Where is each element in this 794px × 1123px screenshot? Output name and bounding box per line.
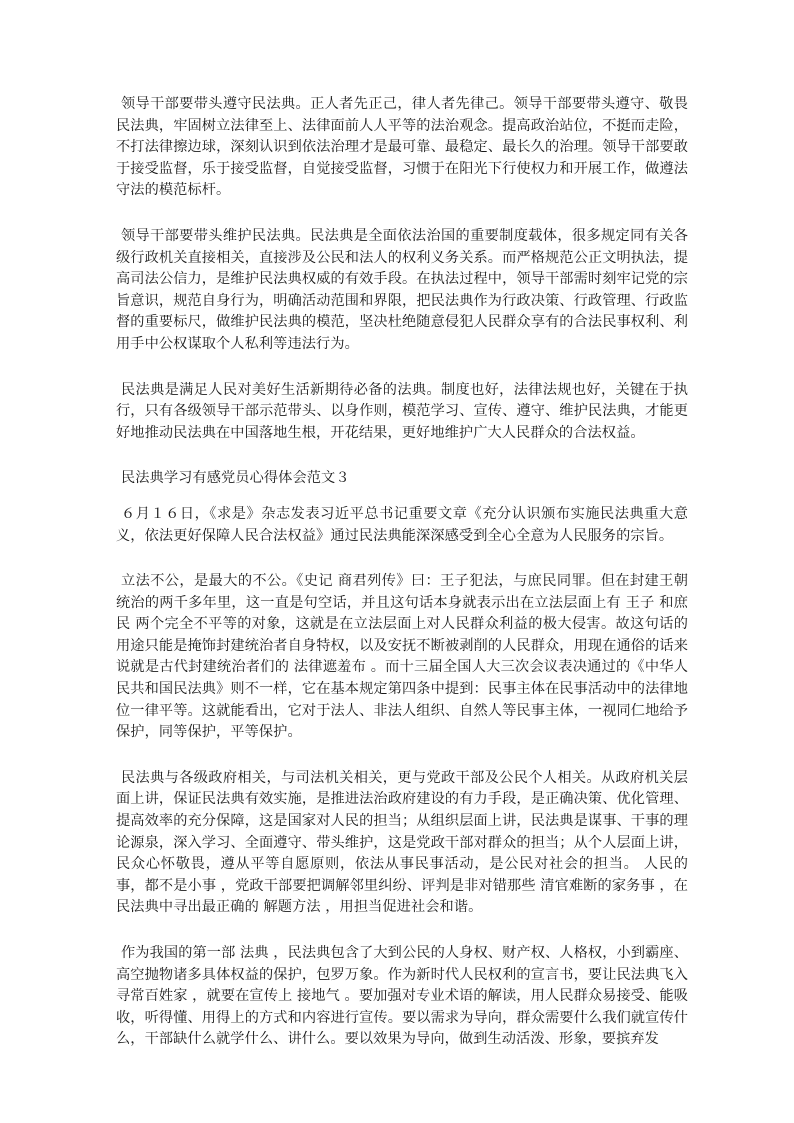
document-page bbox=[116, 94, 688, 1075]
paragraph-government-relevance: 民法典与各级政府相关，与司法机关相关，更与党政干部及公民个人相关。从政府机关层面上讲，保证民法典有效实施，是推进法治政府建设的有力手段，是正确决策、优化管理、提高效率的充分保障，这是国家对人民的担当；从组织层面上讲，民法典是谋事、干事的理论源泉，深入学习、全面遵守、带头维护，这是党政干部对群众的担当；从个人层面上讲，民众心怀敬畏，遵从平等自愿原则，依法从事民事活动，是公民对社会的担当。 人民的事，都不是小事 ，党政干部要把调解邻里纠纷、评判是非对错那些 清官难断的家务事 ，在民法典中寻出最正确的 解题方法 ，用担当促进社会和谐。 bbox=[116, 769, 688, 916]
section-heading: 民法典学习有感党员心得体会范文３ bbox=[121, 470, 350, 487]
paragraph-lead-by-example: 领导干部要带头遵守民法典。正人者先正己，律人者先律己。领导干部要带头遵守、敬畏民法典，牢固树立法律至上、法律面前人人平等的法治观念。提高政治站位，不挺而走险，不打法律擦边球，深刻认识到依法治理才是最可靠、最稳定、最长久的治理。领导干部要敢于接受监督，乐于接受监督，自觉接受监督，习惯于在阳光下行使权力和开展工作，做遵法守法的模范标杆。 bbox=[116, 96, 688, 199]
paragraph-qiushi-article: ６月１６日，《求是》杂志发表习近平总书记重要文章《充分认识颁布实施民法典重大意义，依法更好保障人民合法权益》通过民法典能深深感受到全心全意为人民服务的宗旨。 bbox=[116, 505, 688, 544]
paragraph-maintain-civil-code: 领导干部要带头维护民法典。民法典是全面依法治国的重要制度载体，很多规定同有关各级行政机关直接相关，直接涉及公民和法人的权利义务关系。而严格规范公正文明执法，提高司法公信力，是维护民法典权威的有效手段。在执法过程中，领导干部需时刻牢记党的宗旨意识，规范自身行为，明确活动范围和界限，把民法典作为行政决策、行政管理、行政监督的重要标尺，做维护民法典的模范，坚决杜绝随意侵犯人民群众享有的合法民事权利、利用手中公权谋取个人私利等违法行为。 bbox=[116, 227, 688, 352]
paragraph-people-expectations: 民法典是满足人民对美好生活新期待必备的法典。制度也好，法律法规也好，关键在于执行，只有各级领导干部示范带头、以身作则，模范学习、宣传、遵守、维护民法典，才能更好地推动民法典在中国落地生根，开花结果，更好地维护广大人民群众的合法权益。 bbox=[116, 381, 688, 441]
paragraph-legislative-fairness: 立法不公，是最大的不公。《史记 商君列传》曰：王子犯法，与庶民同罪。但在封建王朝统治的两千多年里，这一直是句空话，并且这句话本身就表示出在立法层面上有 王子 和庶民 两个完全不平等的对象，这就是在立法层面上对人民群众利益的极大侵害。故这句话的用途只能是掩饰封建统治者自身特权，以及安抚不断被剥削的人民群众，用现在通俗的话来说就是古代封建统治者们的 法律遮羞布 。而十三届全国人大三次会议表决通过的《中华人民共和国民法典》则不一样，它在基本规定第四条中提到：民事主体在民事活动中的法律地位一律平等。这就能看出，它对于法人、非法人组织、自然人等民事主体，一视同仁地给予保护，同等保护，平等保护。 bbox=[116, 573, 688, 741]
paragraph-first-code: 作为我国的第一部 法典 ，民法典包含了大到公民的人身权、财产权、人格权，小到霸座、高空抛物诸多具体权益的保护，包罗万象。作为新时代人民权利的宣言书，要让民法典飞入寻常百姓家 ，就要在宣传上 接地气 。要加强对专业术语的解读，用人民群众易接受、能吸收，听得懂、用得上的方式和内容进行宣传。要以需求为导向，群众需要什么我们就宣传什么，干部缺什么就学什么、讲什么。要以效果为导向，做到生动活泼、形象，要摈弃发 bbox=[116, 945, 688, 1048]
